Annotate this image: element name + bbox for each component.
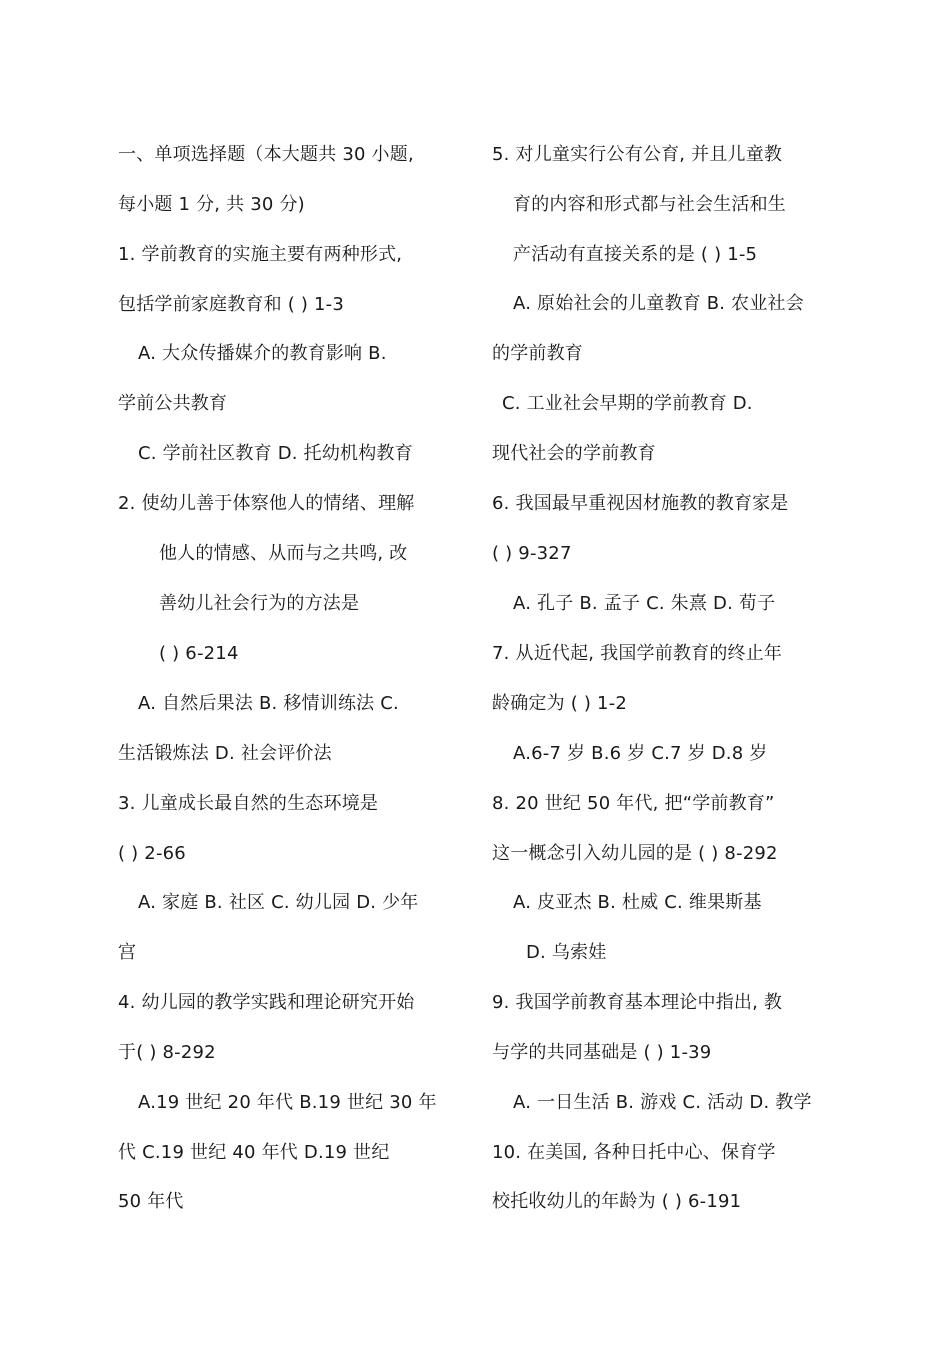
question-6-options: A. 孔子 B. 孟子 C. 朱熹 D. 荀子 <box>513 593 776 614</box>
question-2-cont3: ( ) 6-214 <box>159 643 239 664</box>
question-8-options-cont: D. 乌索娃 <box>526 942 607 963</box>
question-2-options: A. 自然后果法 B. 移情训练法 C. <box>138 693 399 714</box>
question-5-cont2: 产活动有直接关系的是 ( ) 1-5 <box>513 244 758 265</box>
question-5-options-cont3: 现代社会的学前教育 <box>492 443 656 464</box>
question-1-options-cont2: C. 学前社区教育 D. 托幼机构教育 <box>138 443 413 464</box>
question-1-options: A. 大众传播媒介的教育影响 B. <box>138 343 387 364</box>
question-3-options: A. 家庭 B. 社区 C. 幼儿园 D. 少年 <box>138 892 419 913</box>
question-4: 4. 幼儿园的教学实践和理论研究开始 <box>118 992 415 1013</box>
question-5-options-cont2: C. 工业社会早期的学前教育 D. <box>502 393 753 414</box>
question-4-cont: 于( ) 8-292 <box>118 1042 216 1063</box>
question-8-cont: 这一概念引入幼儿园的是 ( ) 8-292 <box>492 843 778 864</box>
question-4-options-cont: 代 C.19 世纪 40 年代 D.19 世纪 <box>118 1142 390 1163</box>
section-heading: 一、单项选择题（本大题共 30 小题, <box>118 144 414 165</box>
question-3: 3. 儿童成长最自然的生态环境是 <box>118 793 379 814</box>
question-5-options-cont: 的学前教育 <box>492 343 583 364</box>
question-5: 5. 对儿童实行公有公育, 并且儿童教 <box>492 144 783 165</box>
question-1-cont: 包括学前家庭教育和 ( ) 1-3 <box>118 294 345 315</box>
question-2-cont: 他人的情感、从而与之共鸣, 改 <box>159 543 408 564</box>
question-2: 2. 使幼儿善于体察他人的情绪、理解 <box>118 493 415 514</box>
question-9-options: A. 一日生活 B. 游戏 C. 活动 D. 教学 <box>513 1092 812 1113</box>
question-10: 10. 在美国, 各种日托中心、保育学 <box>492 1142 776 1163</box>
question-9-cont: 与学的共同基础是 ( ) 1-39 <box>492 1042 712 1063</box>
question-5-cont: 育的内容和形式都与社会生活和生 <box>513 194 786 215</box>
question-7-options: A.6-7 岁 B.6 岁 C.7 岁 D.8 岁 <box>513 743 768 764</box>
question-7: 7. 从近代起, 我国学前教育的终止年 <box>492 643 783 664</box>
question-6-cont: ( ) 9-327 <box>492 543 572 564</box>
question-9: 9. 我国学前教育基本理论中指出, 教 <box>492 992 783 1013</box>
question-4-options-cont2: 50 年代 <box>118 1191 184 1212</box>
question-3-cont: ( ) 2-66 <box>118 843 186 864</box>
question-4-options: A.19 世纪 20 年代 B.19 世纪 30 年 <box>138 1092 437 1113</box>
question-10-cont: 校托收幼儿的年龄为 ( ) 6-191 <box>492 1191 742 1212</box>
question-1-options-cont: 学前公共教育 <box>118 393 228 414</box>
question-1: 1. 学前教育的实施主要有两种形式, <box>118 244 403 265</box>
question-2-options-cont: 生活锻炼法 D. 社会评价法 <box>118 743 332 764</box>
section-heading-cont: 每小题 1 分, 共 30 分) <box>118 194 305 215</box>
question-2-cont2: 善幼儿社会行为的方法是 <box>159 593 360 614</box>
question-6: 6. 我国最早重视因材施教的教育家是 <box>492 493 789 514</box>
question-3-options-cont: 宫 <box>118 942 137 963</box>
question-7-cont: 龄确定为 ( ) 1-2 <box>492 693 628 714</box>
question-8: 8. 20 世纪 50 年代, 把“学前教育” <box>492 793 775 814</box>
question-5-options: A. 原始社会的儿童教育 B. 农业社会 <box>513 293 804 314</box>
question-8-options: A. 皮亚杰 B. 杜威 C. 维果斯基 <box>513 892 762 913</box>
